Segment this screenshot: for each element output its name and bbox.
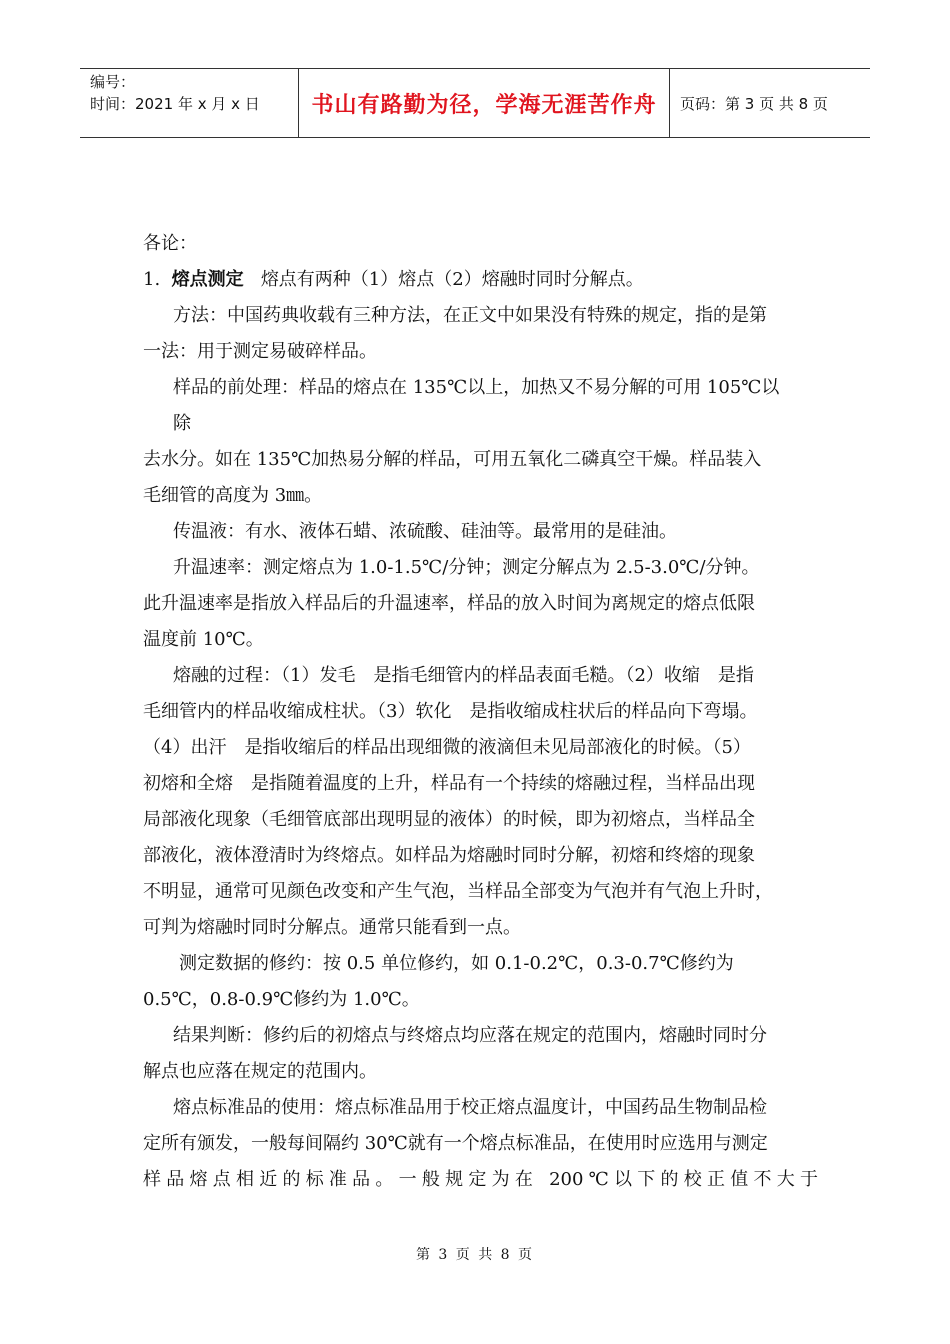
paragraph-line: 毛细管内的样品收缩成柱状。（3）软化 是指收缩成柱状后的样品向下弯塌。 [143,701,758,722]
page-header [80,68,870,138]
paragraph-line: 传温液：有水、液体石蜡、浓硫酸、硅油等。最常用的是硅油。 [173,521,677,542]
paragraph-line: 样品的前处理：样品的熔点在 135℃以上，加热又不易分解的可用 105℃以 [173,377,780,398]
paragraph-line: 0.5℃，0.8-0.9℃修约为 1.0℃。 [143,989,420,1010]
paragraph-line: 此升温速率是指放入样品后的升温速率，样品的放入时间为离规定的熔点低限 [143,593,755,614]
document-body [143,226,818,1198]
document-code-label: 编号： [90,73,136,91]
paragraph-line: 熔点标准品的使用：熔点标准品用于校正熔点温度计，中国药品生物制品检 [173,1097,767,1118]
document-date: 时间：2021 年 x 月 x 日 [90,95,260,113]
paragraph-line: 去水分。如在 135℃加热易分解的样品，可用五氧化二磷真空干燥。样品装入 [143,449,762,470]
paragraph-line: 升温速率：测定熔点为 1.0-1.5℃/分钟；测定分解点为 2.5-3.0℃/分钟。 [173,557,760,578]
paragraph-line: 定所有颁发，一般每间隔约 30℃就有一个熔点标准品，在使用时应选用与测定 [143,1133,768,1154]
paragraph-line: 温度前 10℃。 [143,629,264,650]
paragraph-line: 结果判断：修约后的初熔点与终熔点均应落在规定的范围内，熔融时同时分 [173,1025,767,1046]
paragraph-line: 熔融的过程：（1）发毛 是指毛细管内的样品表面毛糙。（2）收缩 是指 [173,665,754,686]
paragraph-line: 初熔和全熔 是指随着温度的上升，样品有一个持续的熔融过程，当样品出现 [143,773,755,794]
section-1-text: 熔点有两种（1）熔点（2）熔融时同时分解点。 [260,269,644,290]
paragraph-line: （4）出汗 是指收缩后的样品出现细微的液滴但未见局部液化的时候。（5） [143,737,751,758]
paragraph-line: 部液化，液体澄清时为终熔点。如样品为熔融时同时分解，初熔和终熔的现象 [143,845,755,866]
paragraph-line: 局部液化现象（毛细管底部出现明显的液体）的时候，即为初熔点，当样品全 [143,809,755,830]
header-meta [80,69,299,137]
paragraph-line: 一法：用于测定易破碎样品。 [143,341,377,362]
paragraph-line: 方法：中国药典收载有三种方法，在正文中如果没有特殊的规定，指的是第 [173,305,767,326]
page-footer: 第 3 页 共 8 页 [415,1247,535,1263]
paragraph-line: 测定数据的修约：按 0.5 单位修约，如 0.1-0.2℃，0.3-0.7℃修约为 [179,953,734,974]
paragraph-line: 可判为熔融时同时分解点。通常只能看到一点。 [143,917,521,938]
header-page-info: 页码：第 3 页 共 8 页 [680,94,828,113]
section-1-number: 1. [143,269,161,290]
paragraph-line: 除 [173,413,191,434]
section-1-title: 熔点测定 [171,269,244,290]
section-heading: 各论： [143,233,197,254]
header-motto: 书山有路勤为径，学海无涯苦作舟 [299,69,670,137]
section-1-line [143,262,818,298]
paragraph-line: 毛细管的高度为 3㎜。 [143,485,323,506]
paragraph-line: 解点也应落在规定的范围内。 [143,1061,377,1082]
paragraph-line: 不明显，通常可见颜色改变和产生气泡，当样品全部变为气泡并有气泡上升时， [143,881,773,902]
paragraph-line: 样品熔点相近的标准品。一般规定为在 200℃以下的校正值不大于 [143,1169,818,1190]
